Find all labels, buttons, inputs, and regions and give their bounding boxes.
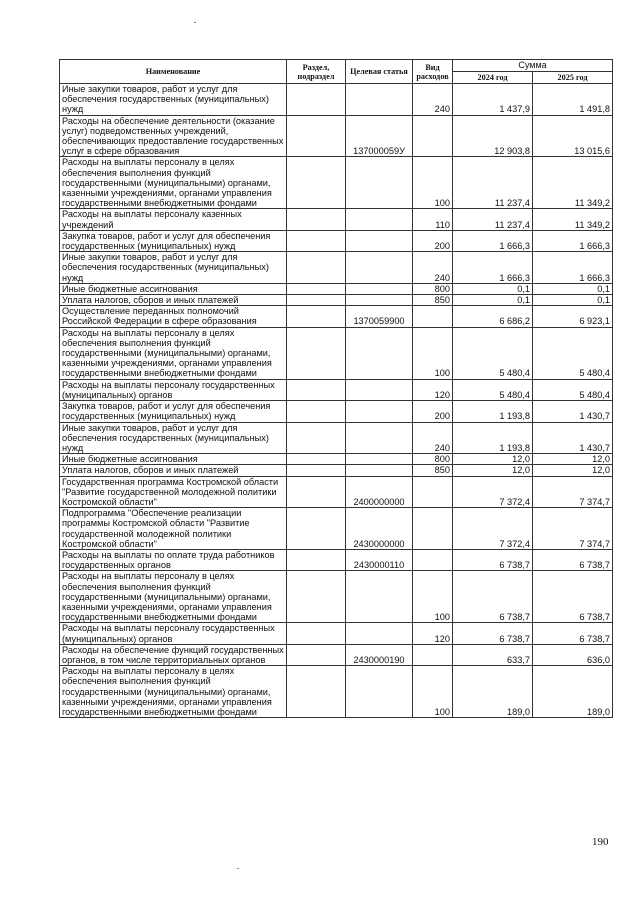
table-row — [60, 230, 613, 251]
row-section — [287, 454, 346, 465]
row-name: Подпрограмма "Обеспечение реализации программы Костромской области "Развитие государственной молодежной политики Костромской области" — [60, 508, 287, 550]
table-row — [60, 666, 613, 718]
row-expense-kind: 850 — [413, 295, 453, 306]
row-expense-kind: 100 — [413, 666, 453, 718]
table-row — [60, 209, 613, 230]
row-name: Государственная программа Костромской области "Развитие государственной молодежной политики Костромской области" — [60, 476, 287, 508]
row-section — [287, 209, 346, 230]
row-expense-kind: 110 — [413, 209, 453, 230]
row-sum-2025: 6 738,7 — [533, 623, 613, 644]
row-name: Расходы на выплаты персоналу в целях обеспечения выполнения функций государственными (муниципальными) органами, казенными учреждениями, органами управления государственными внебюджетными фондами — [60, 327, 287, 379]
row-name: Иные бюджетные ассигнования — [60, 454, 287, 465]
row-expense-kind: 240 — [413, 84, 453, 116]
row-name: Уплата налогов, сборов и иных платежей — [60, 465, 287, 476]
table-row — [60, 454, 613, 465]
row-name: Расходы на обеспечение деятельности (оказание услуг) подведомственных учреждений, обеспечивающих предоставление государственных услуг в сфере образования — [60, 115, 287, 157]
scan-speck — [237, 868, 239, 869]
row-sum-2025: 1 666,3 — [533, 252, 613, 284]
header-row — [60, 60, 613, 72]
row-sum-2024: 11 237,4 — [453, 209, 533, 230]
row-target-article — [346, 283, 413, 294]
row-target-article — [346, 465, 413, 476]
header-kind: Вид расходов — [413, 60, 453, 84]
row-target-article — [346, 379, 413, 400]
table-row — [60, 644, 613, 665]
row-section — [287, 84, 346, 116]
row-target-article — [346, 157, 413, 209]
row-sum-2025: 6 923,1 — [533, 306, 613, 327]
row-target-article: 2430000190 — [346, 644, 413, 665]
header-2024: 2024 год — [453, 72, 533, 84]
table-row — [60, 401, 613, 422]
table-row — [60, 549, 613, 570]
row-sum-2025: 7 374,7 — [533, 476, 613, 508]
row-sum-2024: 189,0 — [453, 666, 533, 718]
row-target-article — [346, 571, 413, 623]
row-target-article — [346, 295, 413, 306]
row-sum-2024: 6 738,7 — [453, 549, 533, 570]
row-name: Иные закупки товаров, работ и услуг для обеспечения государственных (муниципальных) нужд — [60, 84, 287, 116]
row-section — [287, 295, 346, 306]
row-name: Уплата налогов, сборов и иных платежей — [60, 295, 287, 306]
row-expense-kind: 100 — [413, 157, 453, 209]
table-row — [60, 157, 613, 209]
row-name: Расходы на выплаты персоналу государственных (муниципальных) органов — [60, 379, 287, 400]
row-expense-kind: 120 — [413, 379, 453, 400]
row-sum-2024: 12 903,8 — [453, 115, 533, 157]
budget-table — [59, 59, 613, 718]
row-name: Расходы на выплаты персоналу в целях обеспечения выполнения функций государственными (муниципальными) органами, казенными учреждениями, органами управления государственными внебюджетными фондами — [60, 666, 287, 718]
row-sum-2025: 189,0 — [533, 666, 613, 718]
scan-speck — [194, 22, 196, 23]
header-name: Наименование — [60, 60, 287, 84]
header-2025: 2025 год — [533, 72, 613, 84]
row-target-article: 1370059900 — [346, 306, 413, 327]
row-section — [287, 252, 346, 284]
table-row — [60, 115, 613, 157]
row-target-article — [346, 401, 413, 422]
row-sum-2025: 1 491,8 — [533, 84, 613, 116]
row-name: Расходы на выплаты персоналу казенных учреждений — [60, 209, 287, 230]
header-target: Целевая статья — [346, 60, 413, 84]
row-section — [287, 283, 346, 294]
row-name: Расходы на выплаты персоналу в целях обеспечения выполнения функций государственными (муниципальными) органами, казенными учреждениями, органами управления государственными внебюджетными фондами — [60, 571, 287, 623]
row-target-article: 137000059У — [346, 115, 413, 157]
row-expense-kind: 100 — [413, 571, 453, 623]
row-sum-2025: 1 666,3 — [533, 230, 613, 251]
row-sum-2025: 6 738,7 — [533, 549, 613, 570]
row-name: Иные бюджетные ассигнования — [60, 283, 287, 294]
row-sum-2025: 0,1 — [533, 295, 613, 306]
table-row — [60, 465, 613, 476]
row-section — [287, 623, 346, 644]
row-section — [287, 157, 346, 209]
table-row — [60, 623, 613, 644]
row-target-article: 2430000000 — [346, 508, 413, 550]
row-sum-2025: 7 374,7 — [533, 508, 613, 550]
row-target-article — [346, 666, 413, 718]
row-sum-2024: 633,7 — [453, 644, 533, 665]
row-expense-kind: 800 — [413, 454, 453, 465]
row-name: Расходы на выплаты персоналу в целях обеспечения выполнения функций государственными (муниципальными) органами, казенными учреждениями, органами управления государственными внебюджетными фондами — [60, 157, 287, 209]
row-expense-kind: 240 — [413, 422, 453, 454]
row-sum-2025: 0,1 — [533, 283, 613, 294]
row-section — [287, 230, 346, 251]
row-name: Закупка товаров, работ и услуг для обеспечения государственных (муниципальных) нужд — [60, 401, 287, 422]
row-sum-2025: 11 349,2 — [533, 209, 613, 230]
row-target-article — [346, 454, 413, 465]
row-expense-kind: 100 — [413, 327, 453, 379]
row-sum-2025: 5 480,4 — [533, 379, 613, 400]
table-row — [60, 84, 613, 116]
row-target-article — [346, 623, 413, 644]
row-sum-2024: 0,1 — [453, 295, 533, 306]
row-sum-2025: 12,0 — [533, 465, 613, 476]
row-section — [287, 327, 346, 379]
table-row — [60, 252, 613, 284]
row-section — [287, 571, 346, 623]
row-expense-kind — [413, 115, 453, 157]
table-row — [60, 379, 613, 400]
row-name: Расходы на выплаты по оплате труда работников государственных органов — [60, 549, 287, 570]
row-sum-2024: 6 686,2 — [453, 306, 533, 327]
table-row — [60, 508, 613, 550]
table-row — [60, 283, 613, 294]
row-target-article — [346, 422, 413, 454]
row-section — [287, 115, 346, 157]
row-name: Иные закупки товаров, работ и услуг для обеспечения государственных (муниципальных) нужд — [60, 252, 287, 284]
row-section — [287, 401, 346, 422]
row-section — [287, 549, 346, 570]
row-expense-kind — [413, 306, 453, 327]
row-name: Расходы на обеспечение функций государственных органов, в том числе территориальных органов — [60, 644, 287, 665]
row-sum-2024: 6 738,7 — [453, 623, 533, 644]
row-expense-kind: 800 — [413, 283, 453, 294]
row-target-article: 2430000110 — [346, 549, 413, 570]
row-section — [287, 306, 346, 327]
row-sum-2024: 5 480,4 — [453, 327, 533, 379]
table-row — [60, 306, 613, 327]
row-sum-2025: 13 015,6 — [533, 115, 613, 157]
row-sum-2024: 1 666,3 — [453, 230, 533, 251]
row-sum-2024: 0,1 — [453, 283, 533, 294]
header-sum: Сумма — [453, 60, 613, 72]
row-expense-kind: 120 — [413, 623, 453, 644]
row-sum-2024: 1 193,8 — [453, 401, 533, 422]
row-expense-kind — [413, 644, 453, 665]
table-row — [60, 476, 613, 508]
row-target-article — [346, 252, 413, 284]
row-section — [287, 644, 346, 665]
row-section — [287, 666, 346, 718]
row-name: Иные закупки товаров, работ и услуг для обеспечения государственных (муниципальных) нужд — [60, 422, 287, 454]
row-section — [287, 476, 346, 508]
row-section — [287, 508, 346, 550]
row-expense-kind: 850 — [413, 465, 453, 476]
row-sum-2024: 1 666,3 — [453, 252, 533, 284]
table-row — [60, 327, 613, 379]
row-sum-2025: 1 430,7 — [533, 401, 613, 422]
row-target-article: 2400000000 — [346, 476, 413, 508]
row-sum-2025: 5 480,4 — [533, 327, 613, 379]
table-row — [60, 295, 613, 306]
row-expense-kind: 240 — [413, 252, 453, 284]
row-target-article — [346, 230, 413, 251]
row-sum-2024: 1 193,8 — [453, 422, 533, 454]
row-name: Осуществление переданных полномочий Российской Федерации в сфере образования — [60, 306, 287, 327]
row-section — [287, 422, 346, 454]
row-expense-kind — [413, 508, 453, 550]
row-sum-2024: 12,0 — [453, 454, 533, 465]
row-sum-2024: 5 480,4 — [453, 379, 533, 400]
row-expense-kind: 200 — [413, 230, 453, 251]
header-section: Раздел, подраздел — [287, 60, 346, 84]
row-name: Закупка товаров, работ и услуг для обеспечения государственных (муниципальных) нужд — [60, 230, 287, 251]
row-name: Расходы на выплаты персоналу государственных (муниципальных) органов — [60, 623, 287, 644]
row-sum-2025: 636,0 — [533, 644, 613, 665]
page-number: 190 — [592, 836, 609, 848]
row-expense-kind: 200 — [413, 401, 453, 422]
row-sum-2025: 12,0 — [533, 454, 613, 465]
table-row — [60, 571, 613, 623]
row-sum-2024: 12,0 — [453, 465, 533, 476]
row-sum-2024: 6 738,7 — [453, 571, 533, 623]
row-section — [287, 465, 346, 476]
row-sum-2024: 1 437,9 — [453, 84, 533, 116]
row-sum-2025: 6 738,7 — [533, 571, 613, 623]
row-sum-2024: 7 372,4 — [453, 476, 533, 508]
row-section — [287, 379, 346, 400]
row-sum-2025: 11 349,2 — [533, 157, 613, 209]
row-target-article — [346, 84, 413, 116]
row-target-article — [346, 327, 413, 379]
row-sum-2024: 11 237,4 — [453, 157, 533, 209]
row-sum-2025: 1 430,7 — [533, 422, 613, 454]
row-sum-2024: 7 372,4 — [453, 508, 533, 550]
row-expense-kind — [413, 549, 453, 570]
row-expense-kind — [413, 476, 453, 508]
table-row — [60, 422, 613, 454]
row-target-article — [346, 209, 413, 230]
